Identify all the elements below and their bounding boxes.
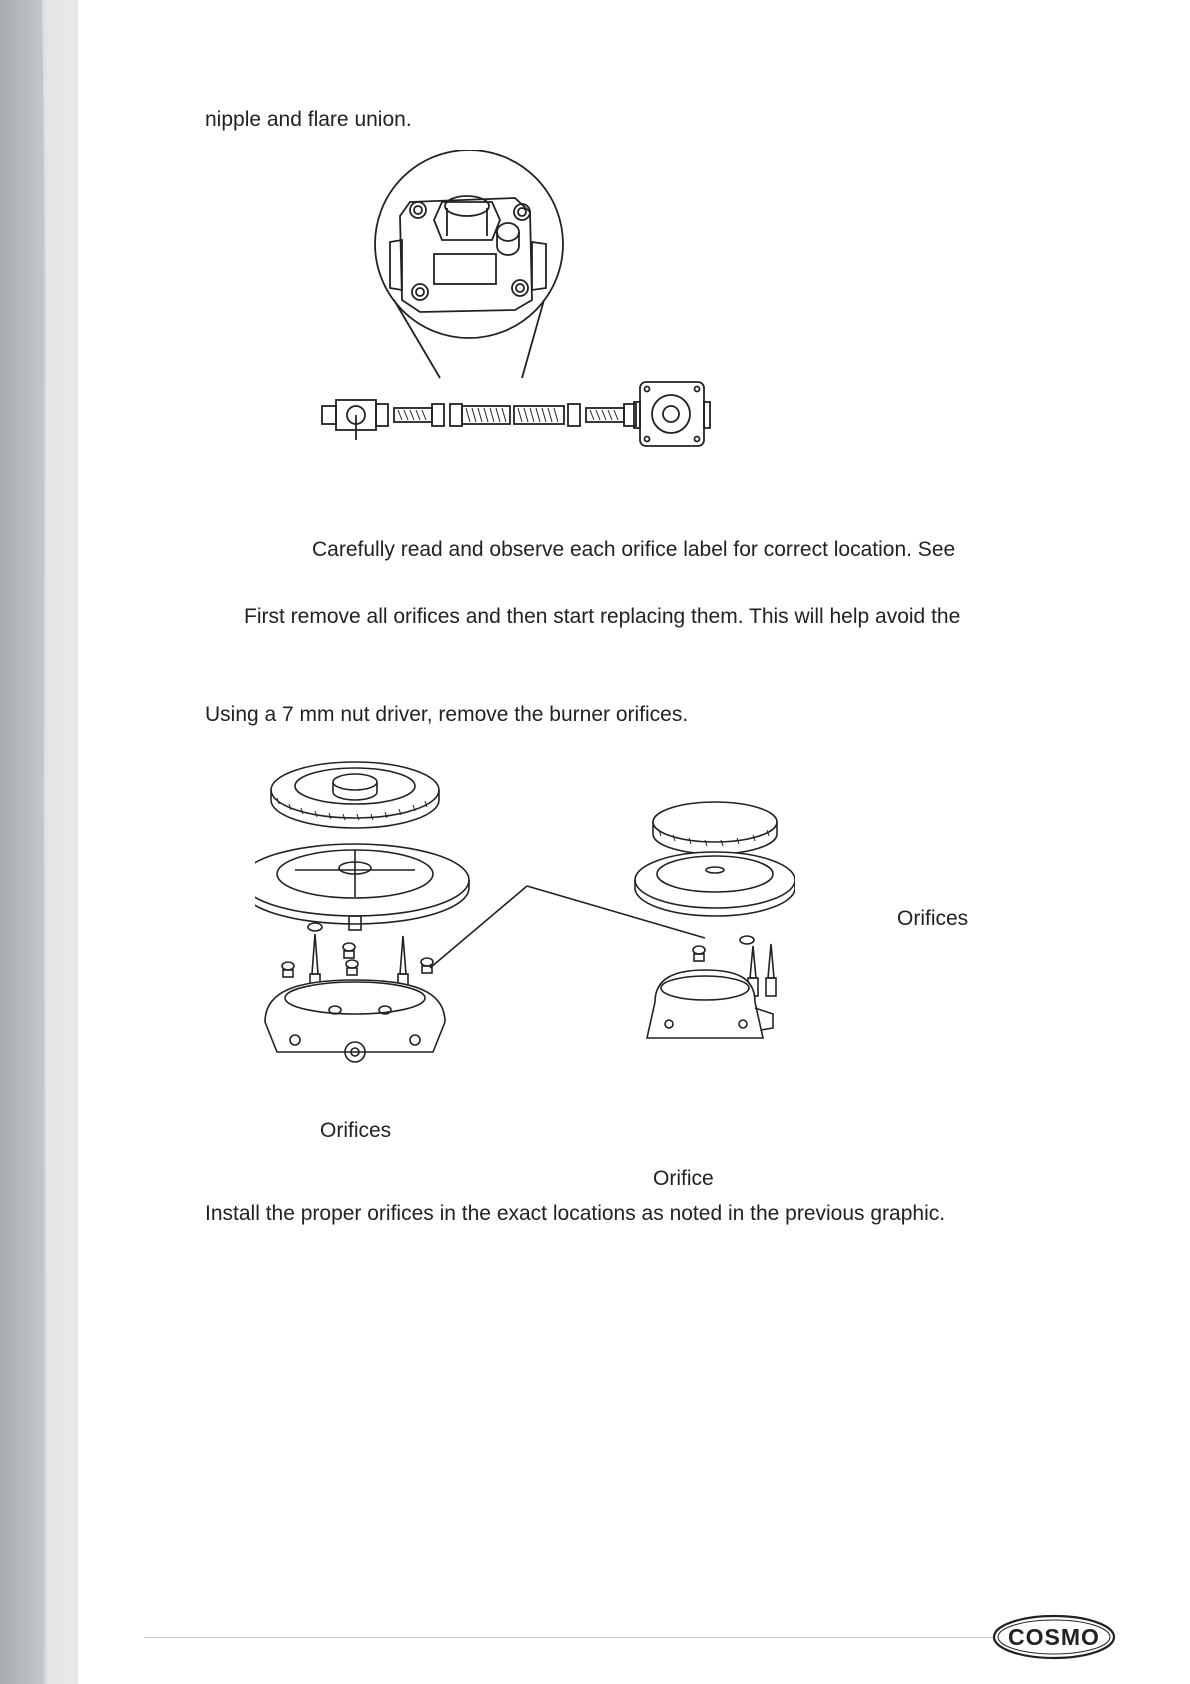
step-remove-orifices: Using a 7 mm nut driver, remove the burner orifices. bbox=[205, 703, 689, 726]
intro-text: nipple and flare union. bbox=[205, 108, 412, 131]
brand-logo bbox=[992, 1614, 1116, 1660]
label-orifices-right: Orifices bbox=[897, 907, 969, 930]
tip-note: First remove all orifices and then start replacing them. This will help avoid the bbox=[244, 605, 961, 628]
brand-name: COSMO bbox=[1008, 1624, 1100, 1650]
footer-rule bbox=[144, 1637, 994, 1638]
regulator-figure bbox=[310, 150, 730, 450]
label-orifice-bottom: Orifice bbox=[653, 1167, 714, 1190]
step-install-orifices: Install the proper orifices in the exact locations as noted in the previous graphic. bbox=[205, 1202, 946, 1225]
side-band bbox=[0, 0, 78, 1684]
caution-note: Carefully read and observe each orifice label for correct location. See bbox=[312, 538, 956, 561]
burner-exploded-figure bbox=[255, 752, 795, 1082]
label-orifices-left: Orifices bbox=[320, 1119, 392, 1142]
